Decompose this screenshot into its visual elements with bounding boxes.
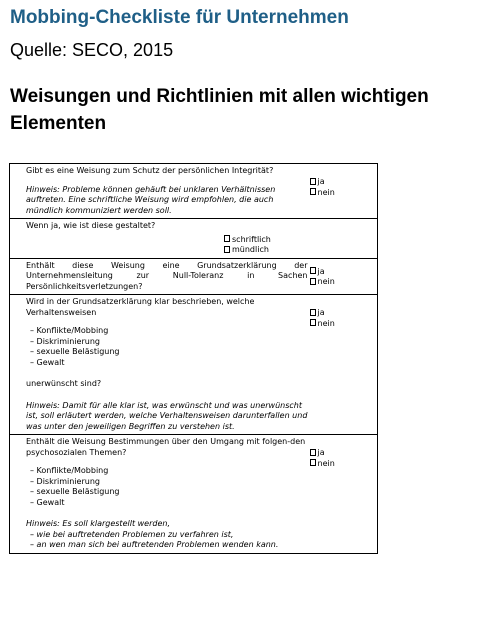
checkbox-icon[interactable] xyxy=(310,459,316,466)
question-text: Enthält diese Weisung eine Grundsatzerklärung der Unternehmensleitung zur Null-Toleranz in Sachen Persönlichkeitsverletzungen? xyxy=(26,260,308,291)
checkbox-icon[interactable] xyxy=(310,449,316,456)
option-ja[interactable]: ja xyxy=(310,177,376,188)
list-item: – an wen man sich bei auftretenden Problemen wenden kann. xyxy=(30,540,308,551)
list-item: – Gewalt xyxy=(30,498,308,509)
checkbox-icon[interactable] xyxy=(310,309,316,316)
question-cell xyxy=(10,258,310,295)
hint-text: Hinweis: Damit für alle klar ist, was erwünscht und was unerwünscht ist, soll erläutert werden, welche Verhaltensweisen darunterfallen und was unter den jeweiligen Begriffen zu verstehen ist. xyxy=(26,400,308,431)
option-nein[interactable]: nein xyxy=(310,277,376,288)
table-row xyxy=(10,258,378,295)
list-item: – wie bei auftretenden Problemen zu verfahren ist, xyxy=(30,530,308,541)
table-row xyxy=(10,435,378,554)
topics-list xyxy=(26,466,308,508)
options-cell xyxy=(310,164,378,219)
option-nein[interactable]: nein xyxy=(310,188,376,199)
behaviour-list xyxy=(26,326,308,368)
options-cell xyxy=(310,435,378,554)
inline-options xyxy=(224,235,308,256)
option-ja[interactable]: ja xyxy=(310,448,376,459)
table-row xyxy=(10,295,378,435)
table-row xyxy=(10,164,378,219)
option-schriftlich[interactable]: schriftlich xyxy=(224,235,308,246)
option-nein[interactable]: nein xyxy=(310,459,376,470)
list-item: – Konflikte/Mobbing xyxy=(30,466,308,477)
list-item: – sexuelle Belästigung xyxy=(30,487,308,498)
checkbox-icon[interactable] xyxy=(310,319,316,326)
options-cell xyxy=(310,219,378,259)
question-cell xyxy=(10,435,310,554)
list-item: – Konflikte/Mobbing xyxy=(30,326,308,337)
checkbox-icon[interactable] xyxy=(310,178,316,185)
options-cell xyxy=(310,295,378,435)
checkbox-icon[interactable] xyxy=(224,246,230,253)
option-nein[interactable]: nein xyxy=(310,319,376,330)
question-text: Wenn ja, wie ist diese gestaltet? xyxy=(26,221,156,230)
question-text: Gibt es eine Weisung zum Schutz der persönlichen Integrität? xyxy=(26,166,274,175)
section-heading: Weisungen und Richtlinien mit allen wichtigen Elementen xyxy=(10,86,429,134)
checkbox-icon[interactable] xyxy=(310,267,316,274)
list-item: – Diskriminierung xyxy=(30,477,308,488)
list-item: – Gewalt xyxy=(30,358,308,369)
question-text: Enthält die Weisung Bestimmungen über den Umgang mit folgen-den psychosozialen Themen? xyxy=(26,437,306,457)
checkbox-icon[interactable] xyxy=(224,235,230,242)
list-item: – sexuelle Belästigung xyxy=(30,347,308,358)
page-title: Mobbing-Checkliste für Unternehmen xyxy=(10,7,349,28)
hint-text: Hinweis: Probleme können gehäuft bei unklaren Verhältnissen auftreten. Eine schriftliche Weisung wird empfohlen, die auch mündlich kommuniziert werden soll. xyxy=(26,184,276,215)
list-item: – Diskriminierung xyxy=(30,337,308,348)
question-cell xyxy=(10,219,310,259)
checkbox-icon[interactable] xyxy=(310,188,316,195)
option-muendlich[interactable]: mündlich xyxy=(224,245,308,256)
checklist-table xyxy=(9,163,378,554)
question-text: Wird in der Grundsatzerklärung klar beschrieben, welche Verhaltensweisen xyxy=(26,297,255,317)
table-row xyxy=(10,219,378,259)
option-ja[interactable]: ja xyxy=(310,308,376,319)
options-cell xyxy=(310,258,378,295)
option-ja[interactable]: ja xyxy=(310,267,376,278)
hint-text: Hinweis: Es soll klargestellt werden, xyxy=(26,519,170,528)
source-line: Quelle: SECO, 2015 xyxy=(10,40,174,60)
question-continuation: unerwünscht sind? xyxy=(26,379,102,388)
checkbox-icon[interactable] xyxy=(310,278,316,285)
question-cell xyxy=(10,295,310,435)
hint-list xyxy=(26,530,308,551)
question-cell xyxy=(10,164,310,219)
